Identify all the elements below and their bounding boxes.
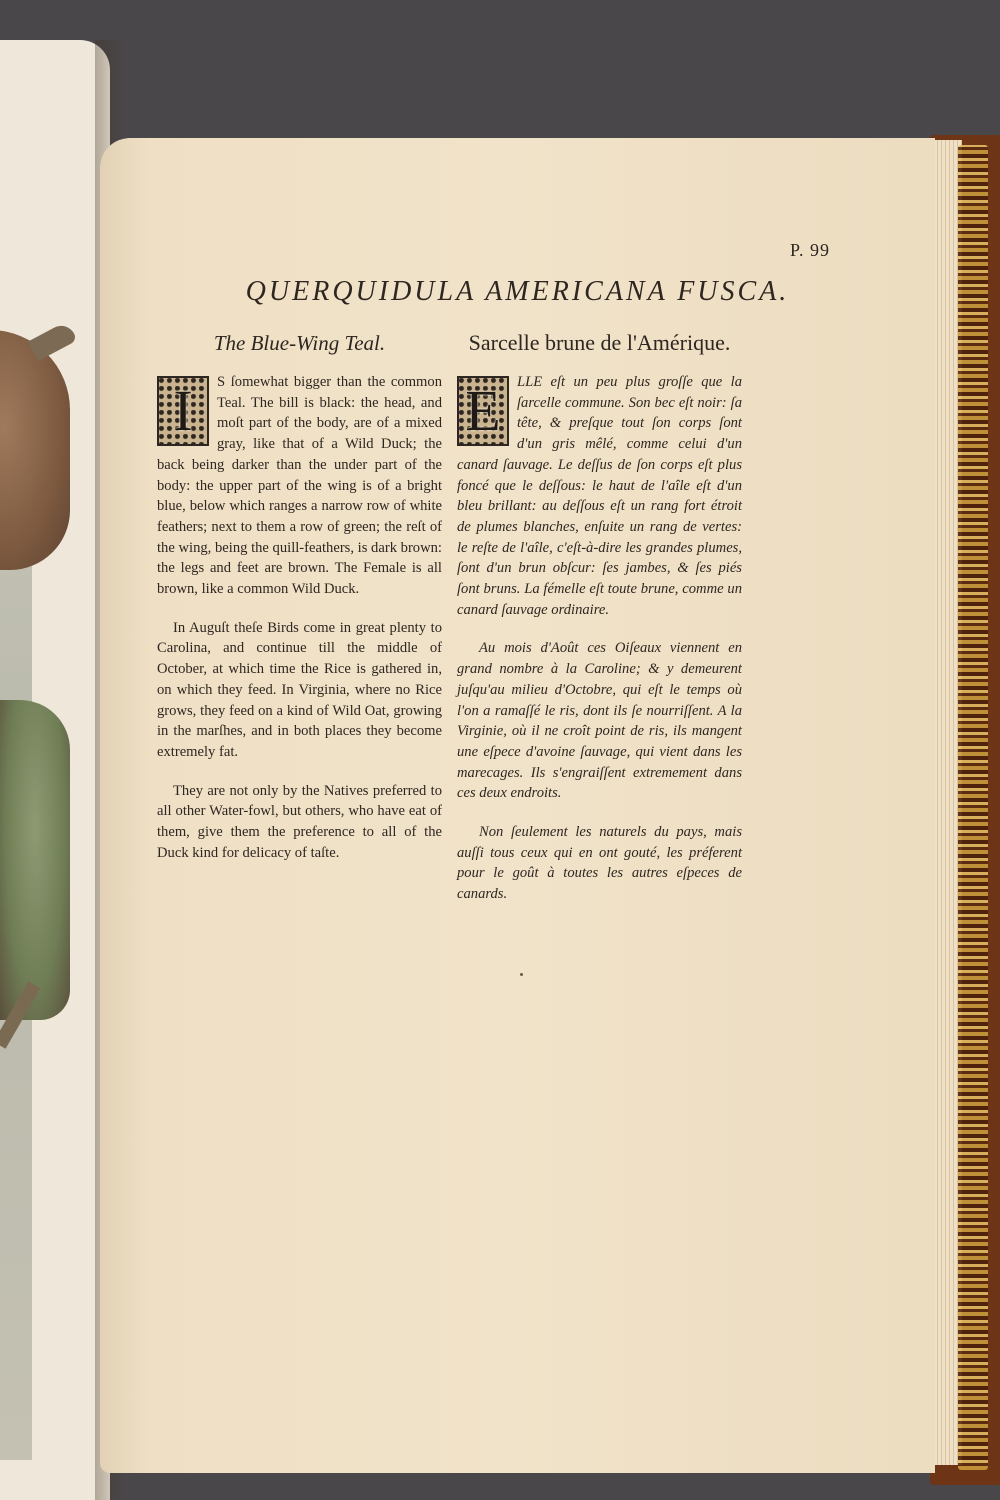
english-heading: The Blue-Wing Teal. (213, 331, 386, 355)
ink-speck (520, 973, 523, 976)
page-number: P. 99 (790, 240, 831, 260)
french-paragraph-3: Non ſeulement les naturels du pays, mais auſſi tous ceux qui en ont gouté, les préferent pour le goût à toutes les autres eſpeces de canards. (457, 824, 742, 903)
french-column (457, 328, 742, 923)
bird-illustration-wing (0, 700, 70, 1020)
english-column (157, 328, 442, 881)
right-page (100, 138, 935, 1473)
french-paragraph-1 (457, 372, 742, 620)
gilt-tooling (958, 145, 988, 1470)
french-paragraph-2: Au mois d'Août ces Oiſeaux viennent en grand nombre à la Caroline; & y demeurent juſqu'au milieu d'Octobre, qui eſt le temps où l'on a ramaſſé le ris, dont ils ſe nourriſſent. A la Virginie, où il ne croît point de ris, ils mangent une eſpece d'avoine ſauvage, qui vient dans les marecages. Ils s'engraiſſent extremement dans ces deux endroits. (457, 640, 742, 802)
page-title: QUERQUIDULA AMERICANA FUSCA. (245, 276, 790, 307)
ornamental-initial: E (457, 376, 509, 446)
french-heading: Sarcelle brune de l'Amérique. (468, 330, 731, 355)
english-paragraph-1-text: S ſomewhat bigger than the common Teal. The bill is black: the head, and moſt part of the body, are of a mixed gray, like that of a Wild Duck; the back being darker than the under part of the body: the upper part of the wing is of a bright blue, below which ranges a narrow row of white feathers; next to them a row of green; the reſt of the wing, being the quill-feathers, is dark brown: the legs and feet are brown. The Female is all brown, like a common Wild Duck. (157, 374, 442, 598)
english-paragraph-3: They are not only by the Natives preferred to all other Water-fowl, but others, who have eat of them, give them the preference to all of the Duck kind for delicacy of taſte. (157, 782, 442, 861)
ornamental-initial: I (157, 376, 209, 446)
english-paragraph-2: In Auguſt theſe Birds come in great plenty to Carolina, and continue till the middle of October, at which time the Rice is gathered in, on which they feed. In Virginia, where no Rice grows, they feed on a kind of Wild Oat, growing in the marſhes, and in both places they become extremely fat. (157, 619, 442, 760)
french-paragraph-1-text: LLE eſt un peu plus groſſe que la ſarcelle commune. Son bec eſt noir: ſa tête, & preſque tout ſon corps ſont d'un gris mêlé, comme celui d'un canard ſauvage. Le deſſus de ſon corps eſt plus foncé que le deſſous: le haut de l'aîle eſt d'un bleu brillant: au deſſous eſt un rang fort étroit de plumes blanches, enſuite un rang de vertes: le reſte de l'aîle, c'eſt-à-dire les grandes plumes, ſont d'un brun obſcur: ſes jambes, & ſes piés ſont bruns. La fémelle eſt toute brune, comme un canard ſauvage ordinaire. (457, 374, 742, 618)
english-paragraph-1 (157, 372, 442, 600)
